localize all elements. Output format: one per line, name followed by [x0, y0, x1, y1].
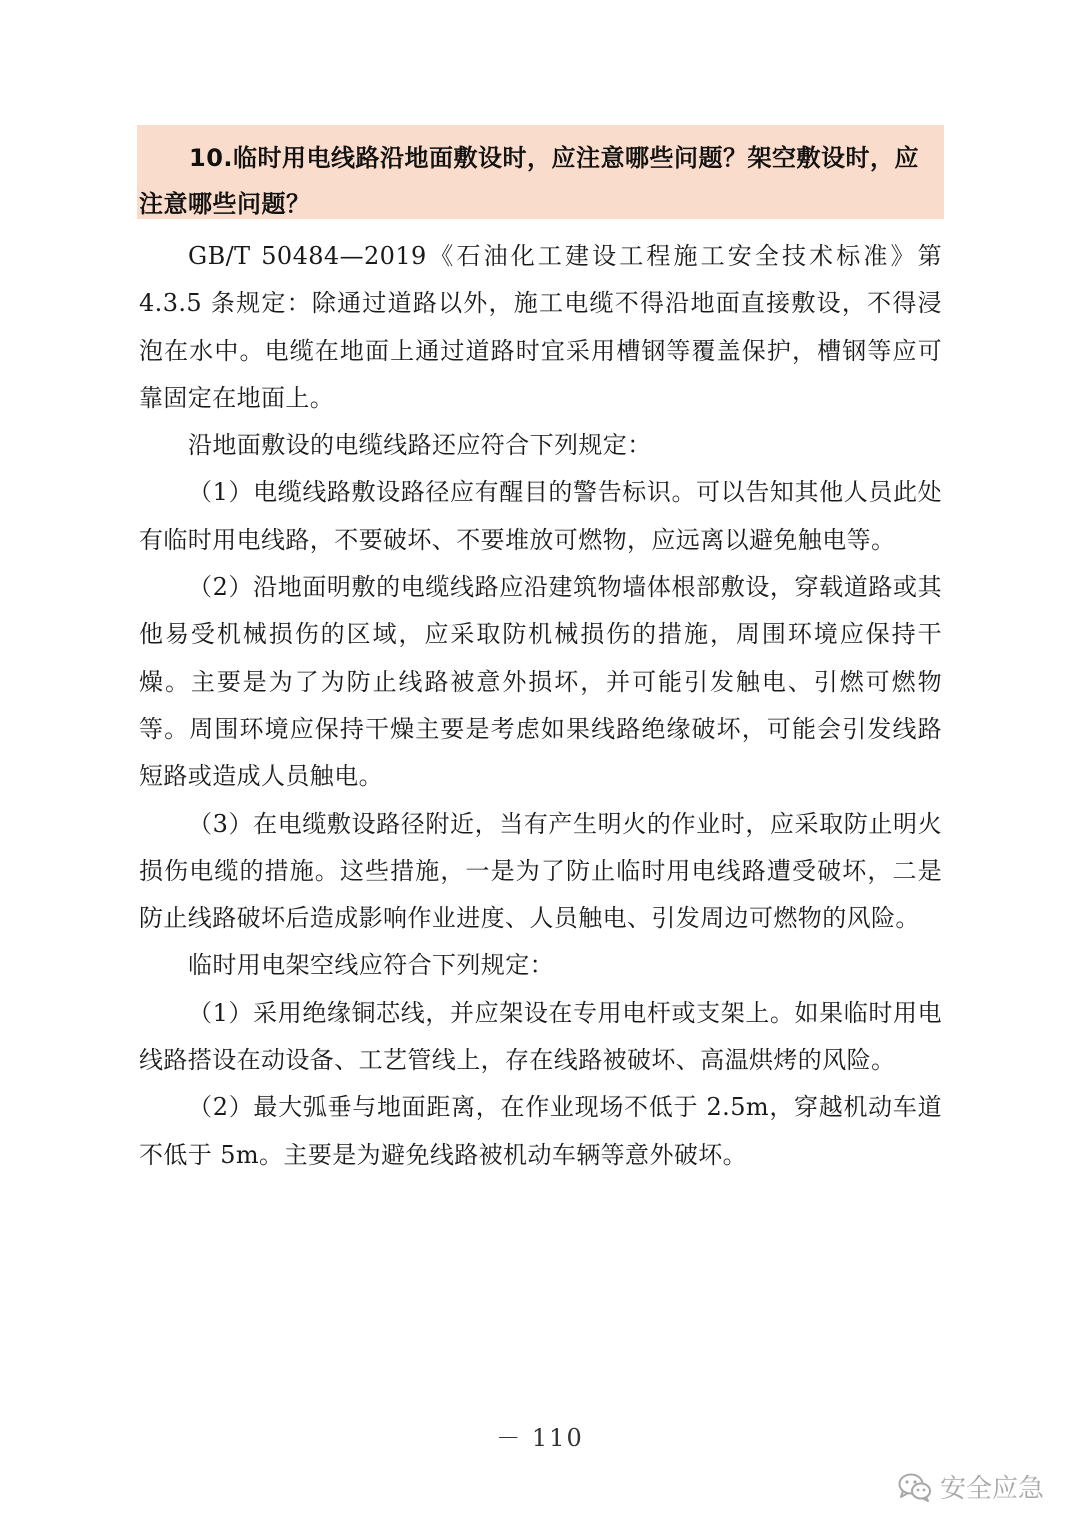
paragraph-overhead-rule-2: （2）最大弧垂与地面距离，在作业现场不低于 2.5m，穿越机动车道不低于 5m。主要是为避免线路被机动车辆等意外破坏。 — [139, 1093, 942, 1169]
paragraph-ground-rule-2: （2）沿地面明敷的电缆线路应沿建筑物墙体根部敷设，穿载道路或其他易受机械损伤的区域，应采取防机械损伤的措施，周围环境应保持干燥。主要是为了为防止线路被意外损坏，并可能引发触电、引燃可燃物等。周围环境应保持干燥主要是考虑如果线路绝缘破坏，可能会引发线路短路或造成人员触电。 — [139, 573, 942, 791]
page-number: － 110 — [496, 1424, 584, 1452]
answer-body — [139, 233, 942, 1179]
paragraph-overhead-rule-1: （1）采用绝缘铜芯线，并应架设在专用电杆或支架上。如果临时用电线路搭设在动设备、工艺管线上，存在线路被破坏、高温烘烤的风险。 — [139, 998, 942, 1075]
question-heading: 10.临时用电线路沿地面敷设时，应注意哪些问题？架空敷设时，应注意哪些问题？ — [139, 144, 920, 218]
paragraph-ground-rule-1: （1）电缆线路敷设路径应有醒目的警告标识。可以告知其他人员此处有临时用电线路，不要破坏、不要堆放可燃物，应远离以避免触电等。 — [139, 478, 942, 554]
paragraph-ground-rules-intro: 沿地面敷设的电缆线路还应符合下列规定： — [188, 431, 652, 460]
paragraph-overhead-rules-intro: 临时用电架空线应符合下列规定： — [188, 951, 554, 980]
watermark-text: 安全应急 — [939, 1474, 1044, 1504]
wechat-icon — [898, 1472, 932, 1502]
source-watermark — [898, 1468, 1044, 1505]
paragraph-standard-reference: GB/T 50484—2019《石油化工建设工程施工安全技术标准》第 4.3.5 条规定：除通过道路以外，施工电缆不得沿地面直接敷设，不得浸泡在水中。电缆在地面上通过道路时宜采用槽钢等覆盖保护，槽钢等应可靠固定在地面上。 — [139, 242, 942, 412]
question-heading-box — [137, 125, 944, 219]
paragraph-ground-rule-3: （3）在电缆敷设路径附近，当有产生明火的作业时，应采取防止明火损伤电缆的措施。这些措施，一是为了防止临时用电线路遭受破坏，二是防止线路破坏后造成影响作业进度、人员触电、引发周边可燃物的风险。 — [139, 809, 942, 933]
